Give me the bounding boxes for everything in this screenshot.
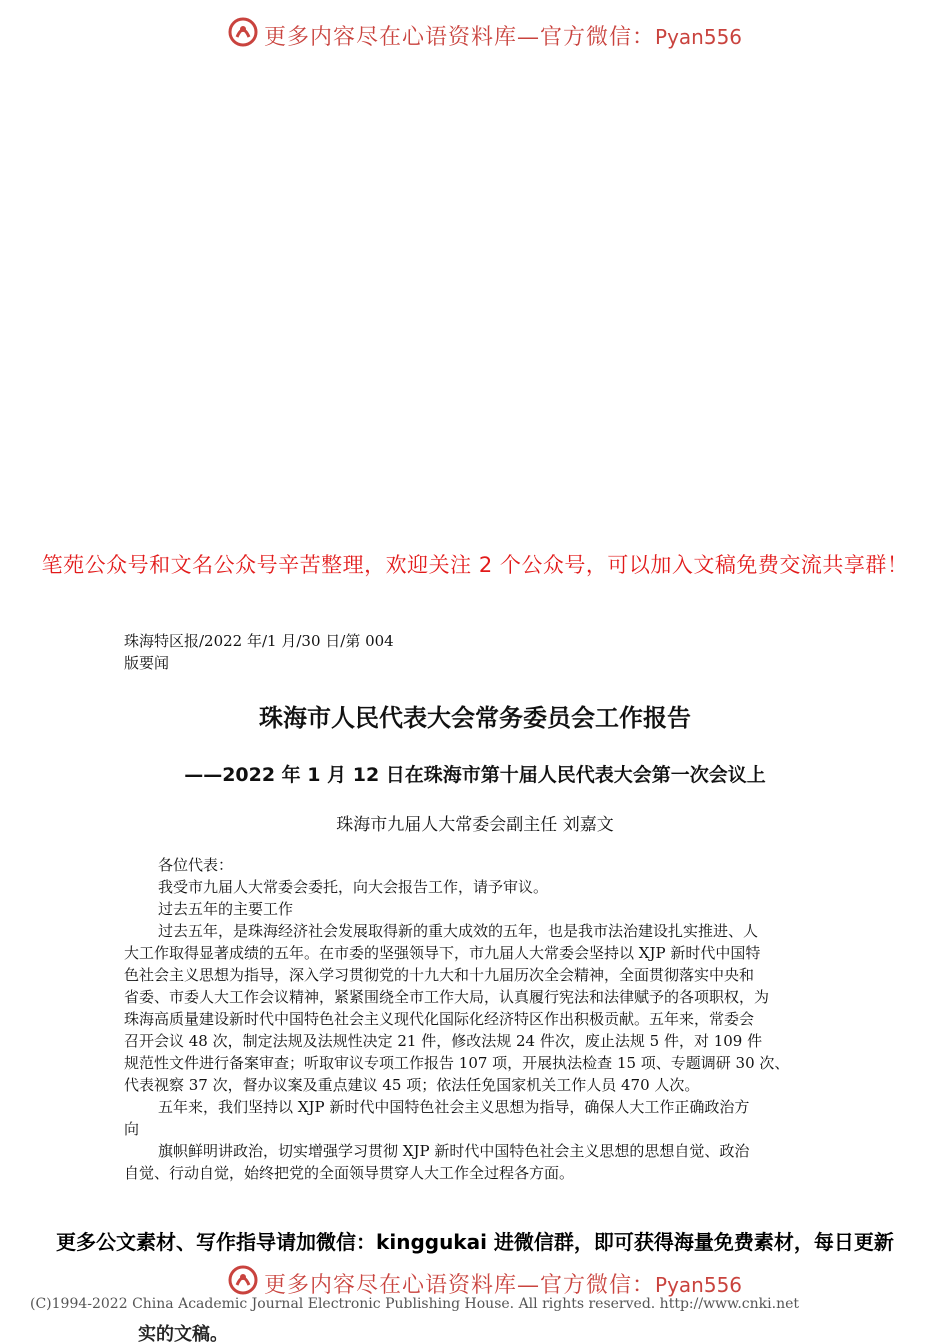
- promo-banner: 笔苑公众号和文名公众号辛苦整理，欢迎关注 2 个公众号，可以加入文稿免费交流共享群！: [41, 553, 909, 577]
- watermark-top: [0, 14, 950, 54]
- footer-banner: 更多公文素材、写作指导请加微信：kinggukai 进微信群，即可获得海量免费素材，每日更新: [56, 1230, 894, 1254]
- source-line-1: 珠海特区报/2022 年/1 月/30 日/第 004: [124, 632, 394, 650]
- source-line-2: 版要闻: [124, 654, 170, 672]
- body-paragraph: 省委、市委人大工作会议精神，紧紧围绕全市工作大局，认真履行宪法和法律赋予的各项职权，为: [124, 988, 770, 1006]
- body-paragraph: 我受市九届人大常委会委托，向大会报告工作，请予审议。: [158, 878, 549, 896]
- body-paragraph: 规范性文件进行备案审查；听取审议专项工作报告 107 项，开展执法检查 15 项、专题调研 30 次、: [124, 1054, 790, 1072]
- body-paragraph: 各位代表：: [158, 856, 234, 874]
- watermark-text: 更多内容尽在心语资料库—官方微信：Pyan556: [264, 25, 743, 50]
- seal-logo-icon: [228, 17, 258, 47]
- body-paragraph: 过去五年的主要工作: [158, 900, 294, 918]
- body-paragraph: 五年来，我们坚持以 XJP 新时代中国特色社会主义思想为指导，确保人大工作正确政治方: [158, 1098, 750, 1116]
- document-subtitle: ——2022 年 1 月 12 日在珠海市第十届人民代表大会第一次会议上: [184, 764, 766, 786]
- source-info: [124, 630, 394, 674]
- body-paragraph: 珠海高质量建设新时代中国特色社会主义现代化国际化经济特区作出积极贡献。五年来，常委会: [124, 1010, 755, 1028]
- body-paragraph: 向: [124, 1120, 140, 1138]
- body-paragraph: 色社会主义思想为指导，深入学习贯彻党的十九大和十九届历次全会精神，全面贯彻落实中央和: [124, 966, 755, 984]
- copyright-notice: (C)1994-2022 China Academic Journal Electronic Publishing House. All rights reserved. http://www.cnki.net: [30, 1296, 800, 1312]
- document-title: 珠海市人民代表大会常务委员会工作报告: [259, 704, 691, 732]
- document-speaker: 珠海市九届人大常委会副主任 刘嘉文: [336, 815, 614, 835]
- body-paragraph: 自觉、行动自觉，始终把党的全面领导贯穿人大工作全过程各方面。: [124, 1164, 575, 1182]
- body-paragraph: 召开会议 48 次，制定法规及法规性决定 21 件，修改法规 24 件次，废止法规 5 件，对 109 件: [124, 1032, 763, 1050]
- body-paragraph: 大工作取得显著成绩的五年。在市委的坚强领导下，市九届人大常委会坚持以 XJP 新时代中国特: [124, 944, 761, 962]
- body-paragraph: 过去五年，是珠海经济社会发展取得新的重大成效的五年，也是我市法治建设扎实推进、人: [158, 922, 759, 940]
- body-paragraph: 代表视察 37 次，督办议案及重点建议 45 项；依法任免国家机关工作人员 470 人次。: [124, 1076, 700, 1094]
- cut-off-text: 实的文稿。: [138, 1324, 228, 1344]
- document-body: [124, 854, 836, 1184]
- watermark-text: 更多内容尽在心语资料库—官方微信：Pyan556: [264, 1273, 743, 1298]
- seal-logo-icon: [228, 1265, 258, 1295]
- body-paragraph: 旗帜鲜明讲政治，切实增强学习贯彻 XJP 新时代中国特色社会主义思想的思想自觉、政治: [158, 1142, 750, 1160]
